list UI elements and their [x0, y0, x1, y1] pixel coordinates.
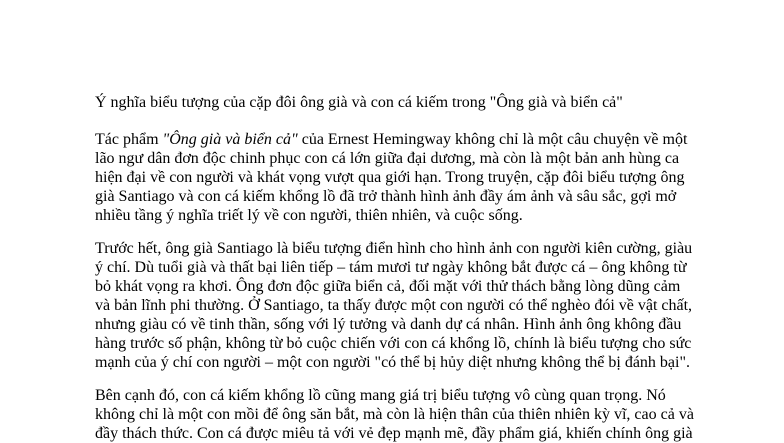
- book-title-italic: "Ông già và biển cả": [162, 131, 298, 148]
- paragraph-1-text-after-book-title: của Ernest Hemingway không chỉ là một câu chuyện về một lão ngư dân đơn độc chinh phục con cá lớn giữa đại dương, mà còn là một bản anh hùng ca hiện đại về con người và khát vọng vượt qua giới hạn. Trong truyện, cặp đôi biểu tượng ông già Santiago và con cá kiếm khổng lồ đã trở thành hình ảnh đầy ám ảnh và sâu sắc, gợi mở nhiều tầng ý nghĩa triết lý về con người, thiên nhiên, và cuộc sống.: [95, 131, 688, 224]
- paragraph-3: Bên cạnh đó, con cá kiếm khổng lồ cũng mang giá trị biểu tượng vô cùng quan trọng. Nó không chỉ là một con mồi để ông săn bắt, mà còn là hiện thân của thiên nhiên kỳ vĩ, cao cả và đầy thách thức. Con cá được miêu tả với vẻ đẹp mạnh mẽ, đầy phẩm giá, khiến chính ông già: [95, 387, 694, 442]
- document-title: Ý nghĩa biểu tượng của cặp đôi ông già và con cá kiếm trong "Ông già và biển cả": [95, 94, 623, 111]
- paragraph-1-text-before-book-title: Tác phẩm: [95, 131, 163, 148]
- paragraph-1: [95, 130, 698, 225]
- paragraph-2: Trước hết, ông già Santiago là biểu tượng điển hình cho hình ảnh con người kiên cường, giàu ý chí. Dù tuổi già và thất bại liên tiếp – tám mươi tư ngày không bắt được cá – ông không từ bỏ khát vọng ra khơi. Ông đơn độc giữa biển cả, đối mặt với thử thách bằng lòng dũng cảm và bản lĩnh phi thường. Ở Santiago, ta thấy được một con người có thể nghèo đói về vật chất, nhưng giàu có về tinh thần, sống với lý tưởng và danh dự cá nhân. Hình ảnh ông không đầu hàng trước số phận, không từ bỏ cuộc chiến với con cá khổng lồ, chính là biểu tượng cho sức mạnh của ý chí con người – một con người "có thể bị hủy diệt nhưng không thể bị đánh bại".: [95, 240, 693, 371]
